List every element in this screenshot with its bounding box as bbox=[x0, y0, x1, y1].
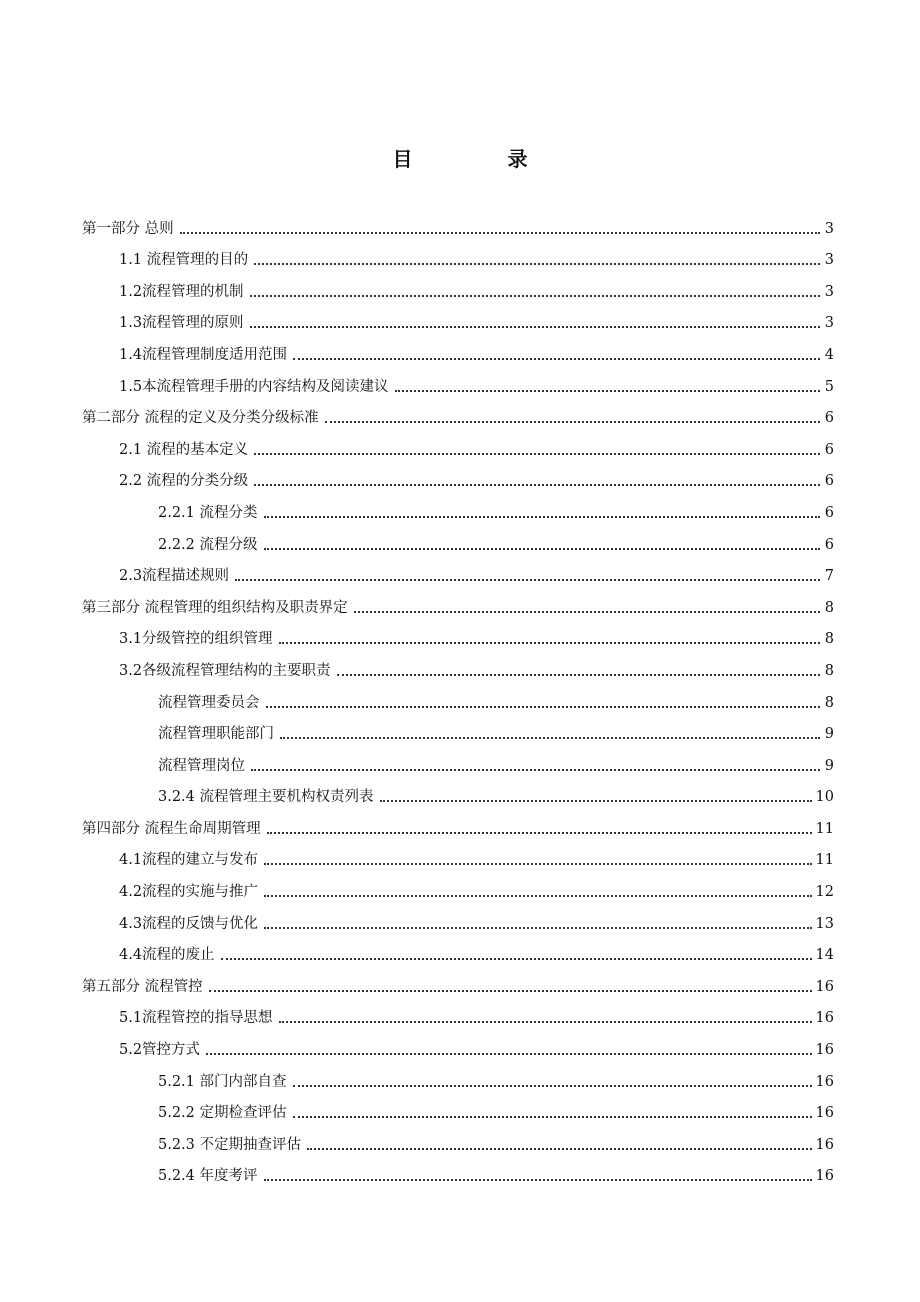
toc-dot-leader bbox=[279, 1021, 812, 1023]
toc-entry-text: 3.2各级流程管理结构的主要职责 bbox=[119, 662, 331, 679]
toc-entry[interactable] bbox=[82, 432, 834, 464]
toc-entry[interactable] bbox=[82, 369, 834, 401]
toc-entry-page: 8 bbox=[824, 662, 834, 679]
toc-entry-text: 2.3流程描述规则 bbox=[119, 568, 230, 585]
toc-entry-page: 4 bbox=[824, 346, 834, 363]
toc-entry[interactable] bbox=[82, 211, 834, 243]
toc-entry-text: 第一部分 总则 bbox=[82, 220, 174, 237]
toc-entry[interactable] bbox=[82, 1096, 834, 1128]
toc-dot-leader bbox=[235, 579, 820, 581]
toc-dot-leader bbox=[209, 990, 812, 992]
toc-dot-leader bbox=[380, 800, 812, 802]
toc-list bbox=[82, 211, 834, 1190]
toc-entry-text: 4.2流程的实施与推广 bbox=[119, 884, 259, 901]
toc-entry[interactable] bbox=[82, 653, 834, 685]
toc-entry[interactable] bbox=[82, 527, 834, 559]
toc-dot-leader bbox=[206, 1053, 811, 1055]
toc-entry-page: 10 bbox=[815, 789, 834, 806]
toc-entry-page: 3 bbox=[824, 283, 834, 300]
toc-dot-leader bbox=[293, 1116, 812, 1118]
toc-entry-page: 6 bbox=[824, 410, 834, 427]
toc-dot-leader bbox=[325, 421, 820, 423]
toc-entry-text: 第二部分 流程的定义及分类分级标准 bbox=[82, 410, 319, 427]
toc-dot-leader bbox=[354, 611, 820, 613]
toc-entry-page: 11 bbox=[815, 820, 834, 837]
toc-entry-text: 第五部分 流程管控 bbox=[82, 978, 203, 995]
toc-entry-text: 5.2管控方式 bbox=[119, 1042, 201, 1059]
toc-entry[interactable] bbox=[82, 464, 834, 496]
toc-entry[interactable] bbox=[82, 274, 834, 306]
toc-entry[interactable] bbox=[82, 243, 834, 275]
toc-entry-text: 4.1流程的建立与发布 bbox=[119, 852, 259, 869]
toc-entry-text: 第四部分 流程生命周期管理 bbox=[82, 820, 261, 837]
toc-entry-text: 5.2.3 不定期抽查评估 bbox=[158, 1136, 302, 1153]
toc-entry-text: 5.2.4 年度考评 bbox=[158, 1168, 258, 1185]
toc-entry-page: 6 bbox=[824, 441, 834, 458]
toc-dot-leader bbox=[266, 706, 821, 708]
toc-entry[interactable] bbox=[82, 590, 834, 622]
toc-entry[interactable] bbox=[82, 1064, 834, 1096]
toc-entry[interactable] bbox=[82, 906, 834, 938]
toc-entry-text: 4.3流程的反馈与优化 bbox=[119, 915, 259, 932]
toc-entry-text: 2.2 流程的分类分级 bbox=[119, 473, 249, 490]
toc-dot-leader bbox=[251, 769, 820, 771]
toc-dot-leader bbox=[254, 453, 820, 455]
toc-entry-text: 1.1 流程管理的目的 bbox=[119, 252, 249, 269]
toc-entry-text: 1.3流程管理的原则 bbox=[119, 315, 244, 332]
toc-entry-page: 8 bbox=[824, 694, 834, 711]
toc-entry[interactable] bbox=[82, 1032, 834, 1064]
toc-entry-page: 9 bbox=[824, 726, 834, 743]
toc-entry-page: 3 bbox=[824, 220, 834, 237]
toc-dot-leader bbox=[337, 674, 820, 676]
toc-dot-leader bbox=[395, 390, 820, 392]
toc-entry-page: 12 bbox=[815, 884, 834, 901]
toc-entry[interactable] bbox=[82, 1127, 834, 1159]
toc-entry-page: 16 bbox=[815, 1168, 834, 1185]
toc-entry[interactable] bbox=[82, 969, 834, 1001]
toc-entry-page: 16 bbox=[815, 978, 834, 995]
toc-entry-text: 1.2流程管理的机制 bbox=[119, 283, 244, 300]
toc-entry[interactable] bbox=[82, 780, 834, 812]
toc-entry-page: 8 bbox=[824, 631, 834, 648]
toc-entry-page: 5 bbox=[824, 378, 834, 395]
toc-entry-page: 8 bbox=[824, 599, 834, 616]
toc-dot-leader bbox=[293, 1085, 812, 1087]
toc-dot-leader bbox=[264, 516, 820, 518]
toc-entry-page: 7 bbox=[824, 568, 834, 585]
toc-dot-leader bbox=[280, 737, 820, 739]
toc-entry-text: 2.1 流程的基本定义 bbox=[119, 441, 249, 458]
toc-dot-leader bbox=[267, 832, 812, 834]
toc-dot-leader bbox=[264, 548, 820, 550]
toc-entry-page: 9 bbox=[824, 757, 834, 774]
toc-entry-text: 1.5本流程管理手册的内容结构及阅读建议 bbox=[119, 378, 389, 395]
toc-entry-page: 16 bbox=[815, 1105, 834, 1122]
toc-entry-page: 3 bbox=[824, 315, 834, 332]
toc-entry[interactable] bbox=[82, 843, 834, 875]
toc-dot-leader bbox=[293, 358, 820, 360]
toc-entry-text: 流程管理委员会 bbox=[158, 694, 260, 711]
toc-dot-leader bbox=[250, 326, 820, 328]
toc-title: 目 录 bbox=[392, 147, 572, 171]
toc-entry[interactable] bbox=[82, 622, 834, 654]
toc-entry-text: 5.2.1 部门内部自查 bbox=[158, 1073, 287, 1090]
toc-entry-page: 14 bbox=[815, 947, 834, 964]
toc-dot-leader bbox=[180, 232, 820, 234]
toc-dot-leader bbox=[250, 295, 820, 297]
toc-entry[interactable] bbox=[82, 559, 834, 591]
toc-entry[interactable] bbox=[82, 748, 834, 780]
toc-entry[interactable] bbox=[82, 811, 834, 843]
toc-entry-text: 第三部分 流程管理的组织结构及职责界定 bbox=[82, 599, 348, 616]
toc-entry-text: 流程管理岗位 bbox=[158, 757, 245, 774]
toc-entry-page: 6 bbox=[824, 473, 834, 490]
toc-entry[interactable] bbox=[82, 337, 834, 369]
toc-entry[interactable] bbox=[82, 1159, 834, 1191]
toc-entry[interactable] bbox=[82, 495, 834, 527]
toc-entry[interactable] bbox=[82, 401, 834, 433]
toc-entry[interactable] bbox=[82, 938, 834, 970]
toc-entry-page: 6 bbox=[824, 536, 834, 553]
toc-dot-leader bbox=[279, 642, 820, 644]
toc-entry-text: 3.1分级管控的组织管理 bbox=[119, 631, 273, 648]
toc-entry-text: 2.2.2 流程分级 bbox=[158, 536, 258, 553]
toc-entry-text: 5.1流程管控的指导思想 bbox=[119, 1010, 273, 1027]
toc-entry-text: 1.4流程管理制度适用范围 bbox=[119, 346, 288, 363]
toc-entry-page: 3 bbox=[824, 252, 834, 269]
toc-entry-page: 16 bbox=[815, 1073, 834, 1090]
toc-entry-page: 6 bbox=[824, 504, 834, 521]
toc-dot-leader bbox=[254, 263, 820, 265]
toc-entry-text: 3.2.4 流程管理主要机构权责列表 bbox=[158, 789, 374, 806]
toc-entry[interactable] bbox=[82, 306, 834, 338]
toc-entry[interactable] bbox=[82, 717, 834, 749]
toc-entry-text: 4.4流程的废止 bbox=[119, 947, 215, 964]
toc-entry-text: 5.2.2 定期检查评估 bbox=[158, 1105, 287, 1122]
toc-dot-leader bbox=[307, 1148, 812, 1150]
toc-dot-leader bbox=[221, 958, 812, 960]
toc-entry-page: 16 bbox=[815, 1042, 834, 1059]
toc-dot-leader bbox=[264, 863, 811, 865]
toc-entry-text: 2.2.1 流程分类 bbox=[158, 504, 258, 521]
toc-entry[interactable] bbox=[82, 1001, 834, 1033]
toc-dot-leader bbox=[264, 1179, 812, 1181]
toc-dot-leader bbox=[264, 927, 811, 929]
toc-dot-leader bbox=[264, 895, 811, 897]
toc-entry-text: 流程管理职能部门 bbox=[158, 726, 274, 743]
toc-dot-leader bbox=[254, 484, 820, 486]
toc-entry-page: 11 bbox=[815, 852, 834, 869]
toc-entry-page: 16 bbox=[815, 1136, 834, 1153]
toc-entry-page: 13 bbox=[815, 915, 834, 932]
toc-entry[interactable] bbox=[82, 685, 834, 717]
toc-entry-page: 16 bbox=[815, 1010, 834, 1027]
toc-entry[interactable] bbox=[82, 874, 834, 906]
